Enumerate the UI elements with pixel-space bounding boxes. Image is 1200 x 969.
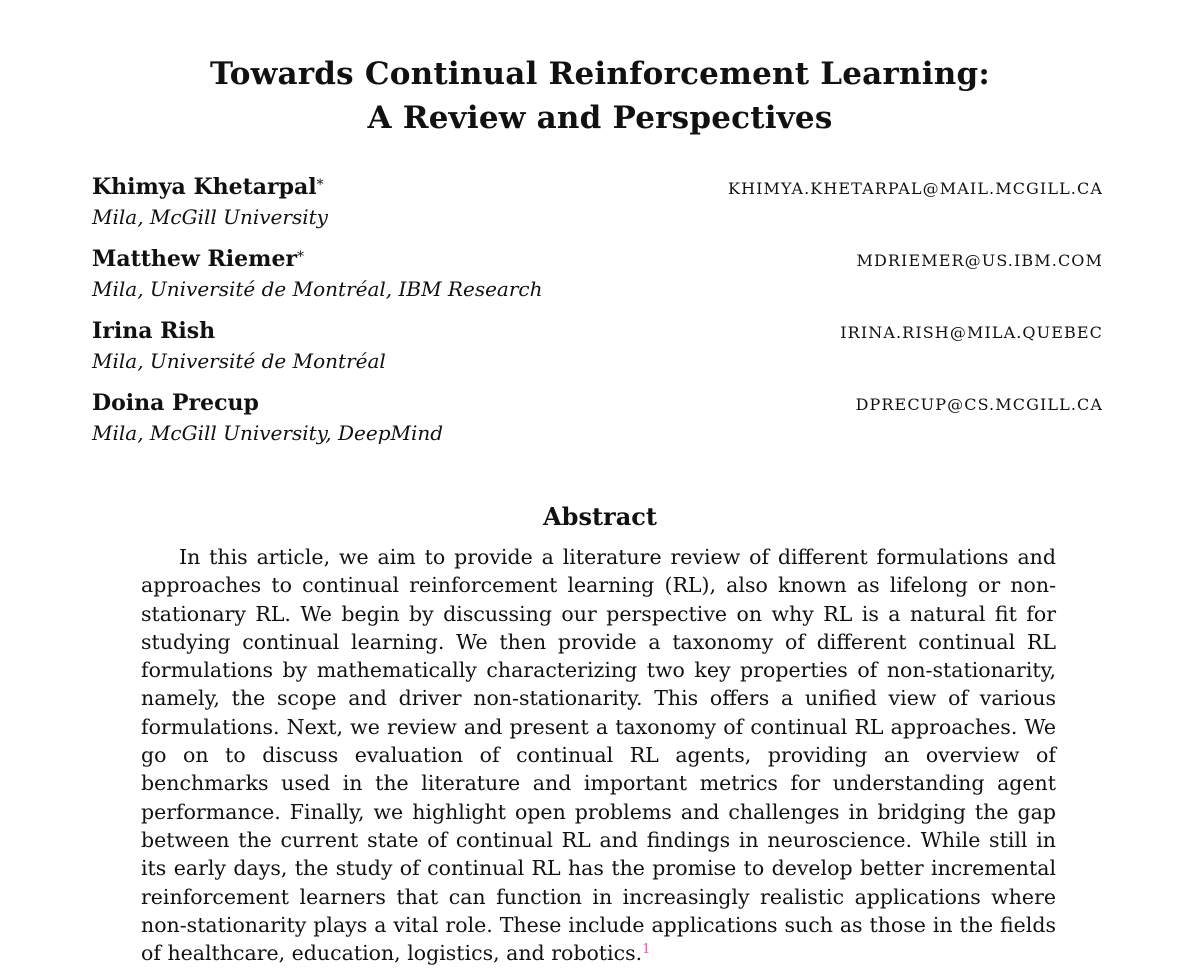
author-affiliation: Mila, Université de Montréal, IBM Research bbox=[92, 277, 543, 301]
paper-title bbox=[0, 52, 1200, 140]
footnote-link[interactable]: 1 bbox=[642, 942, 651, 958]
equal-contribution-mark: * bbox=[316, 177, 324, 193]
equal-contribution-mark: * bbox=[297, 249, 305, 265]
author-affiliation: Mila, McGill University, DeepMind bbox=[92, 421, 444, 445]
author-name: Khimya Khetarpal* bbox=[92, 174, 324, 200]
title-line-2: A Review and Perspectives bbox=[367, 100, 833, 136]
author-name: Irina Rish bbox=[92, 318, 216, 344]
abstract-body bbox=[141, 543, 1056, 967]
author-entry bbox=[92, 388, 1103, 460]
abstract-heading: Abstract bbox=[543, 502, 657, 531]
author-entry bbox=[92, 316, 1103, 388]
author-email: IRINA.RISH@MILA.QUEBEC bbox=[840, 323, 1103, 342]
author-affiliation: Mila, McGill University bbox=[92, 205, 328, 229]
author-email: MDRIEMER@US.IBM.COM bbox=[856, 251, 1103, 270]
abstract-text: In this article, we aim to provide a literature review of different formulations and approaches to continual reinforcement learning (RL), also known as lifelong or non-stationary RL. We begin by discussing our perspective on why RL is a natural fit for studying continual learning. We then provide a taxonomy of different continual RL formulations by mathematically characterizing two key properties of non-stationarity, namely, the scope and driver non-stationarity. This offers a unified view of various formulations. Next, we review and present a taxonomy of continual RL approaches. We go on to discuss evaluation of continual RL agents, providing an overview of benchmarks used in the literature and important metrics for understanding agent performance. Finally, we highlight open problems and challenges in bridging the gap between the current state of continual RL and findings in neuroscience. While still in its early days, the study of continual RL has the promise to develop better incremental reinforcement learners that can function in increasingly realistic applications where non-stationarity plays a vital role. These include applications such as those in the fields of healthcare, education, logistics, and robotics. bbox=[141, 545, 1056, 966]
author-name: Matthew Riemer* bbox=[92, 246, 305, 272]
author-email: KHIMYA.KHETARPAL@MAIL.MCGILL.CA bbox=[728, 179, 1103, 198]
author-name: Doina Precup bbox=[92, 390, 259, 416]
author-list bbox=[92, 172, 1103, 460]
author-entry bbox=[92, 172, 1103, 244]
author-entry bbox=[92, 244, 1103, 316]
author-affiliation: Mila, Université de Montréal bbox=[92, 349, 386, 373]
author-email: DPRECUP@CS.MCGILL.CA bbox=[855, 395, 1103, 414]
title-line-1: Towards Continual Reinforcement Learning: bbox=[210, 56, 990, 92]
